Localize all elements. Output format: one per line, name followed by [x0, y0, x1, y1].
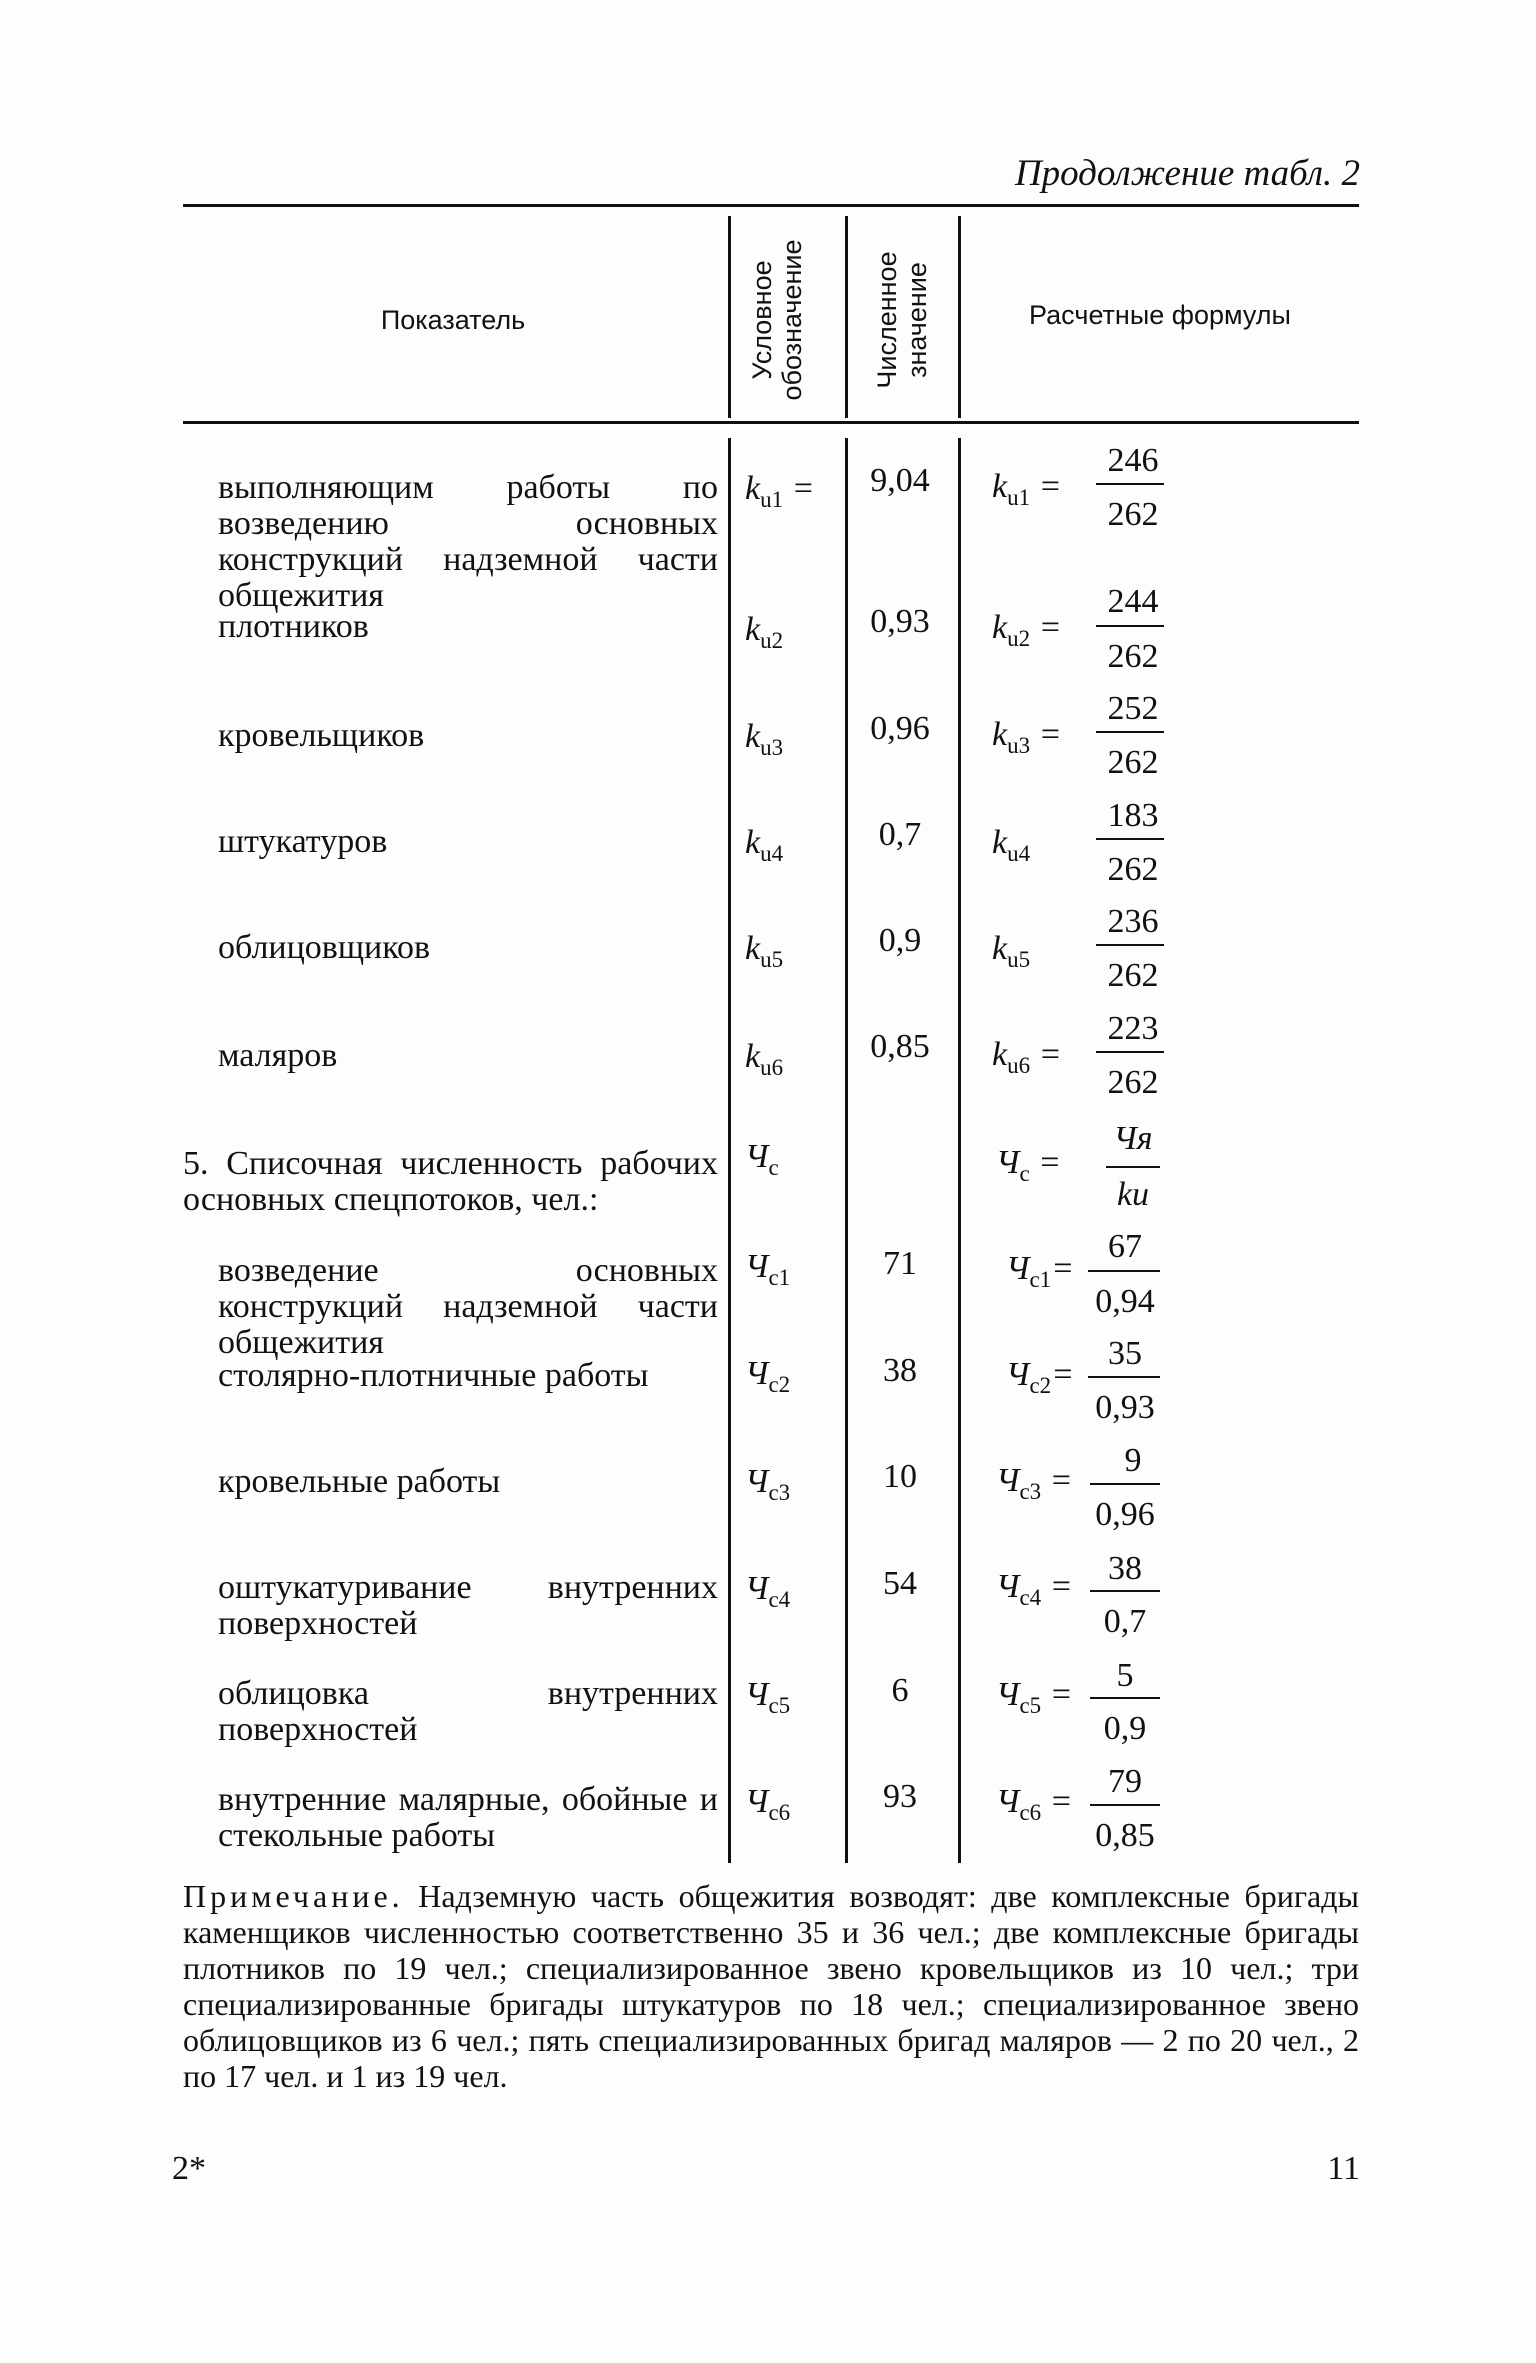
formula-denominator: 262	[1107, 957, 1159, 994]
row-label: столярно-плотничные работы	[218, 1357, 649, 1394]
row-label: облицовка внутренних поверхностей	[218, 1675, 718, 1748]
formula-numerator: 38	[1108, 1550, 1142, 1587]
fraction-bar	[1090, 1697, 1160, 1699]
formula-lhs: $k_{u5}$	[992, 930, 1031, 972]
fraction-bar	[1090, 1483, 1160, 1485]
fraction-bar	[1096, 1051, 1164, 1053]
row-label: выполняющим работы по возведению основных конструкций надземной части общежития	[218, 469, 718, 614]
formula-numerator: 183	[1107, 797, 1159, 834]
signature-mark: 2*	[172, 2150, 206, 2187]
formula-numerator: 246	[1107, 442, 1159, 479]
fraction-bar	[1106, 1166, 1160, 1168]
row-value: 10	[883, 1458, 917, 1495]
row-symbol: $Ч_{с2}$	[745, 1355, 791, 1397]
row-symbol: $Ч_{с1}$	[745, 1248, 791, 1290]
fraction-bar	[1088, 1270, 1160, 1272]
formula-denominator: 0,94	[1095, 1283, 1155, 1320]
formula-denominator: 0,7	[1103, 1603, 1147, 1640]
header-value: Численное значение	[872, 251, 932, 389]
col-divider-3	[958, 438, 961, 1863]
row-label-section-5: 5. Списочная численность рабочих основных спецпотоков, чел.:	[183, 1145, 718, 1218]
formula-numerator: 9	[1124, 1442, 1142, 1479]
row-label: маляров	[218, 1037, 338, 1074]
formula-numerator: 79	[1108, 1763, 1142, 1800]
row-label: кровельщиков	[218, 717, 425, 754]
row-symbol: $Ч_{с4}$	[745, 1570, 791, 1612]
formula-lhs: $Ч_{с4}$ =	[996, 1568, 1073, 1610]
row-label: облицовщиков	[218, 929, 431, 966]
formula-denominator: 262	[1107, 638, 1159, 675]
formula-lhs: $Ч_{с2}=$	[1006, 1356, 1075, 1398]
row-value: 0,85	[870, 1028, 930, 1065]
formula-numerator: 223	[1107, 1010, 1159, 1047]
formula-lhs: $Ч_с$ =	[996, 1144, 1062, 1186]
row-value: 0,9	[878, 922, 922, 959]
fraction-bar	[1096, 944, 1164, 946]
row-symbol: $k_{u4}$	[745, 824, 784, 866]
formula-denominator: 262	[1107, 744, 1159, 781]
row-value: 9,04	[870, 462, 930, 499]
formula-denominator: 262	[1107, 1064, 1159, 1101]
row-value: 0,7	[878, 816, 922, 853]
formula-denominator: 0,85	[1095, 1817, 1155, 1854]
formula-denominator: 262	[1107, 851, 1159, 888]
top-rule	[183, 204, 1359, 207]
header-formula: Расчетные формулы	[1029, 300, 1291, 330]
fraction-bar	[1090, 1590, 1160, 1592]
fraction-bar	[1096, 731, 1164, 733]
row-value: 38	[883, 1352, 917, 1389]
row-value: 71	[883, 1245, 917, 1282]
row-symbol: $k_{u6}$	[745, 1038, 784, 1080]
formula-numerator: 35	[1108, 1335, 1142, 1372]
formula-numerator: 236	[1107, 903, 1159, 940]
row-value: 6	[891, 1672, 909, 1709]
table-note	[183, 1878, 1359, 2094]
formula-lhs: $k_{u3}$ =	[992, 716, 1062, 758]
formula-lhs: $Ч_{с6}$ =	[996, 1783, 1073, 1825]
formula-numerator: 252	[1107, 690, 1159, 727]
formula-lhs: $Ч_{с5}$ =	[996, 1676, 1073, 1718]
formula-lhs: $Ч_{с1}=$	[1006, 1250, 1075, 1292]
fraction-bar	[1096, 838, 1164, 840]
header-symbol: Условное обозначение	[747, 239, 807, 401]
row-value: 54	[883, 1565, 917, 1602]
row-symbol: $k_{u5}$	[745, 930, 784, 972]
note-label: Примечание.	[183, 1878, 404, 1914]
col-divider-3-header	[958, 216, 961, 418]
row-symbol: $Ч_{с3}$	[745, 1463, 791, 1505]
row-symbol: $k_{u1}$ =	[745, 470, 815, 512]
row-label: возведение основных конструкций надземной части общежития	[218, 1252, 718, 1361]
row-label: внутренние малярные, обойные и стекольные работы	[218, 1781, 718, 1854]
formula-denominator: kи	[1116, 1176, 1150, 1213]
formula-lhs: $k_{u6}$ =	[992, 1036, 1062, 1078]
formula-denominator: 262	[1107, 496, 1159, 533]
row-symbol: $Ч_{с6}$	[745, 1783, 791, 1825]
formula-denominator: 0,96	[1095, 1496, 1155, 1533]
formula-lhs: $k_{u2}$ =	[992, 609, 1062, 651]
formula-numerator: 67	[1108, 1228, 1142, 1265]
col-divider-2	[845, 438, 848, 1863]
fraction-bar	[1096, 625, 1164, 627]
formula-lhs: $k_{u1}$ =	[992, 468, 1062, 510]
table-caption: Продолжение табл. 2	[1014, 153, 1360, 194]
fraction-bar	[1090, 1804, 1160, 1806]
formula-denominator: 0,9	[1103, 1710, 1147, 1747]
row-label: оштукатуривание внутренних поверхностей	[218, 1569, 718, 1642]
header-indicator: Показатель	[380, 305, 526, 335]
row-value: 0,93	[870, 603, 930, 640]
row-symbol: $Ч_{с5}$	[745, 1676, 791, 1718]
row-symbol: $k_{u3}$	[745, 718, 784, 760]
header-rule	[183, 421, 1359, 424]
row-symbol: $Ч_с$	[745, 1138, 779, 1180]
formula-lhs: $Ч_{с3}$ =	[996, 1462, 1073, 1504]
formula-numerator: Чя	[1113, 1120, 1153, 1157]
fraction-bar	[1088, 1376, 1160, 1378]
formula-lhs: $k_{u4}$	[992, 824, 1031, 866]
note-text: Надземную часть общежития возводят: две комплексные бригады каменщиков численностью соответственно 35 и 36 чел.; две комплексные бригады плотников по 19 чел.; специализированное звено кровельщиков из 10 чел.; три специализированные бригады штукатуров по 18 чел.; специализированное звено облицовщиков из 6 чел.; пять специализированных бригад маляров — 2 по 20 чел., 2 по 17 чел. и 1 из 19 чел.	[183, 1878, 1359, 2094]
page-number: 11	[1327, 2150, 1360, 2187]
row-value: 93	[883, 1778, 917, 1815]
formula-numerator: 244	[1107, 583, 1159, 620]
formula-numerator: 5	[1116, 1657, 1134, 1694]
row-label: плотников	[218, 608, 369, 645]
row-label: кровельные работы	[218, 1463, 501, 1500]
col-divider-2-header	[845, 216, 848, 418]
col-divider-1-header	[728, 216, 731, 418]
col-divider-1	[728, 438, 731, 1863]
row-symbol: $k_{u2}$	[745, 611, 784, 653]
row-value: 0,96	[870, 710, 930, 747]
row-label: штукатуров	[218, 823, 388, 860]
fraction-bar	[1096, 483, 1164, 485]
formula-denominator: 0,93	[1095, 1389, 1155, 1426]
